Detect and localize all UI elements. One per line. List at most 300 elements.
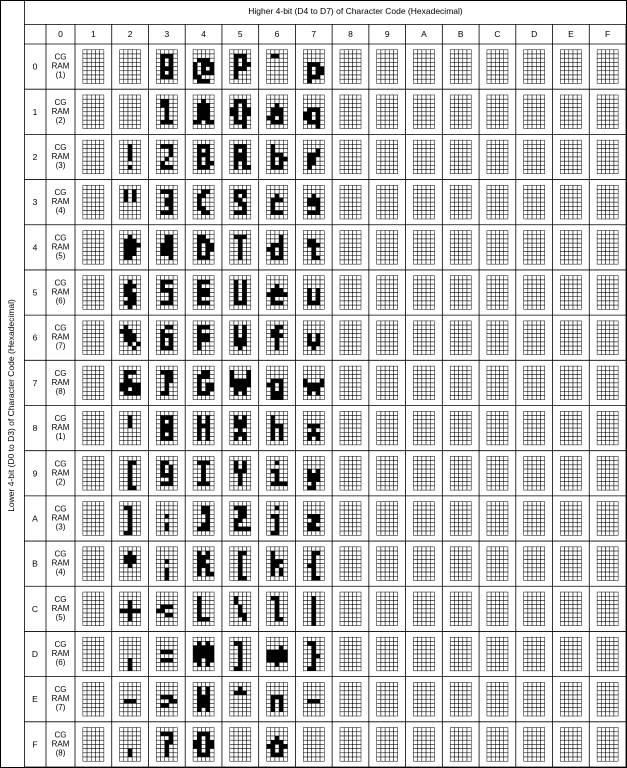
glyph-dot-on [165,572,169,576]
glyph-dot-off [173,708,177,712]
glyph-dot-off [120,346,124,350]
glyph-dot-on [197,387,201,391]
glyph-dot-off [87,153,91,157]
glyph-dot-off [275,510,279,514]
glyph-dot-off [353,58,357,62]
glyph-dot-off [247,482,251,486]
glyph-dot-off [201,572,205,576]
glyph-dot-off [283,211,287,215]
glyph-dot-on [238,54,242,58]
glyph-dot-off [136,112,140,116]
glyph-dot-off [242,486,246,490]
glyph-dot-on [242,617,246,621]
glyph-dot-off [234,441,238,445]
glyph-dot-off [156,420,160,424]
glyph-dot-off [120,613,124,617]
glyph-dot-off [316,547,320,551]
glyph-matrix [120,185,141,219]
glyph-dot-off [316,99,320,103]
glyph-dot-off [95,325,99,329]
glyph-dot-off [247,75,251,79]
glyph-dot-off [283,695,287,699]
glyph-dot-on [279,436,283,440]
glyph-dot-off [348,54,352,58]
glyph-dot-off [234,370,238,374]
glyph-dot-off [95,477,99,481]
glyph-dot-off [100,280,104,284]
glyph-dot-off [230,54,234,58]
glyph-dot-off [279,469,283,473]
glyph-dot-off [267,641,271,645]
glyph-dot-off [173,605,177,609]
glyph-dot-off [83,342,87,346]
glyph-dot-on [275,736,279,740]
glyph-dot-off [95,383,99,387]
glyph-dot-off [230,744,234,748]
glyph-dot-off [156,239,160,243]
glyph-dot-off [120,50,124,54]
glyph-dot-off [87,527,91,531]
glyph-dot-off [353,239,357,243]
glyph-dot-off [316,276,320,280]
glyph-dot-off [242,654,246,658]
glyph-dot-off [279,551,283,555]
glyph-dot-off [312,325,316,329]
glyph-dot-off [320,432,324,436]
glyph-dot-on [307,641,311,645]
glyph-dot-off [206,198,210,202]
glyph-dot-off [165,79,169,83]
glyph-dot-off [136,712,140,716]
glyph-dot-off [247,564,251,568]
glyph-dot-off [120,190,124,194]
glyph-dot-on [271,153,275,157]
glyph-dot-off [210,473,214,477]
glyph-dot-off [95,486,99,490]
glyph-dot-off [344,153,348,157]
glyph-dot-off [307,461,311,465]
glyph-dot-on [169,334,173,338]
glyph-dot-off [357,161,361,165]
glyph-dot-on [206,243,210,247]
glyph-dot-off [173,510,177,514]
glyph-dot-off [124,547,128,551]
glyph-dot-off [91,140,95,144]
glyph-dot-off [230,559,234,563]
glyph-dot-off [173,50,177,54]
glyph-dot-off [173,383,177,387]
glyph-dot-off [87,641,91,645]
glyph-dot-off [95,576,99,580]
glyph-dot-off [234,708,238,712]
glyph-dot-on [124,383,128,387]
glyph-dot-on [169,424,173,428]
glyph-dot-on [320,71,324,75]
glyph-dot-off [124,346,128,350]
glyph-dot-off [307,531,311,535]
glyph-dot-on [128,165,132,169]
glyph-dot-off [91,596,95,600]
glyph-dot-off [267,190,271,194]
glyph-dot-on [283,650,287,654]
glyph-dot-off [132,658,136,662]
glyph-dot-off [316,703,320,707]
glyph-dot-off [100,441,104,445]
glyph-dot-off [242,712,246,716]
glyph-dot-off [95,559,99,563]
glyph-dot-off [283,305,287,309]
glyph-dot-off [283,95,287,99]
glyph-dot-off [234,477,238,481]
glyph-dot-off [267,662,271,666]
glyph-dot-off [87,79,91,83]
glyph-dot-on [238,555,242,559]
glyph-dot-on [279,568,283,572]
glyph-dot-off [275,370,279,374]
glyph-dot-on [206,325,210,329]
glyph-dot-off [283,391,287,395]
glyph-dot-on [238,527,242,531]
column-header: 3 [164,29,170,39]
glyph-dot-off [320,510,324,514]
glyph-dot-off [124,420,128,424]
glyph-dot-off [267,144,271,148]
glyph-dot-on [197,391,201,395]
glyph-dot-off [128,124,132,128]
glyph-dot-on [234,288,238,292]
glyph-dot-off [156,662,160,666]
glyph-dot-off [320,523,324,527]
glyph-dot-off [210,568,214,572]
glyph-dot-off [307,375,311,379]
glyph-dot-off [234,428,238,432]
glyph-matrix [267,140,288,174]
glyph-dot-off [206,276,210,280]
glyph-dot-off [271,510,275,514]
glyph-dot-off [120,325,124,329]
glyph-dot-off [193,276,197,280]
glyph-dot-off [83,740,87,744]
glyph-dot-off [95,596,99,600]
glyph-dot-off [206,346,210,350]
glyph-dot-off [136,71,140,75]
glyph-dot-off [156,99,160,103]
glyph-dot-off [348,62,352,66]
glyph-dot-off [91,753,95,757]
glyph-dot-on [201,325,205,329]
glyph-dot-off [344,211,348,215]
glyph-dot-off [320,301,324,305]
glyph-dot-off [320,609,324,613]
glyph-dot-on [238,662,242,666]
glyph-dot-off [348,50,352,54]
glyph-dot-off [320,293,324,297]
glyph-dot-off [100,658,104,662]
glyph-dot-off [120,424,124,428]
glyph-dot-off [95,149,99,153]
glyph-dot-off [83,99,87,103]
glyph-dot-on [316,383,320,387]
glyph-dot-off [320,260,324,264]
glyph-dot-off [100,613,104,617]
glyph-dot-off [169,391,173,395]
glyph-dot-on [132,346,136,350]
glyph-dot-off [100,695,104,699]
glyph-dot-on [210,646,214,650]
glyph-dot-on [303,379,307,383]
glyph-dot-off [303,621,307,625]
glyph-dot-on [197,415,201,419]
column-header: 5 [237,29,243,39]
glyph-dot-on [238,252,242,256]
glyph-dot-on [197,613,201,617]
glyph-dot-off [279,637,283,641]
glyph-dot-off [312,280,316,284]
glyph-dot-off [91,486,95,490]
glyph-dot-off [279,231,283,235]
glyph-dot-off [120,288,124,292]
glyph-dot-off [91,757,95,761]
glyph-dot-off [242,695,246,699]
glyph-dot-off [279,736,283,740]
glyph-dot-off [87,190,91,194]
glyph-dot-off [156,379,160,383]
glyph-dot-off [95,62,99,66]
glyph-dot-off [91,99,95,103]
glyph-dot-off [344,157,348,161]
glyph-dot-off [193,502,197,506]
glyph-dot-off [156,605,160,609]
glyph-dot-off [320,740,324,744]
glyph-dot-on [267,744,271,748]
glyph-dot-on [206,654,210,658]
glyph-dot-off [267,350,271,354]
glyph-dot-on [128,342,132,346]
glyph-dot-off [283,280,287,284]
glyph-dot-on [238,641,242,645]
glyph-dot-off [87,99,91,103]
glyph-dot-on [238,239,242,243]
glyph-dot-off [340,161,344,165]
glyph-dot-off [303,288,307,292]
glyph-dot-off [316,736,320,740]
glyph-dot-off [124,170,128,174]
glyph-dot-off [136,621,140,625]
glyph-dot-off [95,527,99,531]
glyph-dot-on [312,194,316,198]
glyph-dot-off [316,366,320,370]
glyph-dot-off [83,469,87,473]
glyph-dot-on [206,211,210,215]
glyph-dot-off [238,194,242,198]
glyph-dot-off [206,605,210,609]
glyph-dot-on [169,194,173,198]
row-header: 6 [32,332,38,343]
glyph-dot-off [193,564,197,568]
glyph-dot-off [161,523,165,527]
glyph-dot-off [124,50,128,54]
glyph-dot-on [316,112,320,116]
glyph-dot-off [303,646,307,650]
glyph-dot-on [312,617,316,621]
glyph-dot-off [95,461,99,465]
glyph-dot-on [169,338,173,342]
glyph-dot-off [316,757,320,761]
glyph-dot-off [169,284,173,288]
glyph-dot-off [128,71,132,75]
glyph-dot-on [206,436,210,440]
cgram-label: (2) [55,115,66,125]
glyph-dot-off [173,370,177,374]
glyph-dot-off [320,235,324,239]
glyph-dot-off [100,366,104,370]
glyph-dot-off [100,256,104,260]
glyph-dot-off [100,667,104,671]
glyph-dot-off [312,506,316,510]
glyph-dot-off [132,572,136,576]
glyph-dot-on [234,641,238,645]
glyph-dot-off [320,712,324,716]
glyph-dot-on [234,461,238,465]
glyph-dot-off [100,424,104,428]
glyph-dot-off [307,124,311,128]
glyph-dot-on [267,658,271,662]
glyph-dot-off [124,744,128,748]
glyph-dot-on [234,190,238,194]
glyph-dot-on [247,379,251,383]
glyph-dot-off [307,256,311,260]
glyph-dot-off [283,605,287,609]
glyph-dot-on [307,391,311,395]
glyph-dot-off [271,441,275,445]
glyph-dot-off [173,469,177,473]
glyph-dot-off [303,641,307,645]
glyph-dot-off [87,646,91,650]
column-headers [58,29,610,39]
glyph-dot-on [307,424,311,428]
glyph-dot-off [316,641,320,645]
glyph-dot-off [210,329,214,333]
glyph-dot-off [283,288,287,292]
glyph-dot-on [201,58,205,62]
glyph-dot-off [124,732,128,736]
glyph-dot-off [87,247,91,251]
glyph-matrix [303,547,324,581]
glyph-dot-on [307,383,311,387]
glyph-dot-off [156,157,160,161]
glyph-dot-off [279,502,283,506]
glyph-dot-on [234,62,238,66]
glyph-dot-off [234,559,238,563]
glyph-dot-off [267,596,271,600]
glyph-dot-off [210,757,214,761]
glyph-dot-on [230,370,234,374]
glyph-dot-off [320,280,324,284]
glyph-dot-off [279,486,283,490]
glyph-dot-off [91,58,95,62]
glyph-dot-off [173,732,177,736]
glyph-dot-on [132,293,136,297]
glyph-dot-off [165,161,169,165]
glyph-dot-off [169,592,173,596]
glyph-dot-off [316,161,320,165]
glyph-dot-off [193,749,197,753]
glyph-dot-on [275,662,279,666]
glyph-dot-on [201,703,205,707]
glyph-dot-on [161,482,165,486]
glyph-dot-off [91,641,95,645]
glyph-dot-off [340,112,344,116]
glyph-dot-off [316,506,320,510]
glyph-dot-off [320,559,324,563]
glyph-dot-on [267,383,271,387]
glyph-dot-on [132,383,136,387]
glyph-dot-off [100,482,104,486]
glyph-dot-off [156,749,160,753]
glyph-dot-on [206,288,210,292]
glyph-dot-off [247,149,251,153]
glyph-dot-off [267,523,271,527]
glyph-dot-off [210,596,214,600]
glyph-dot-off [165,637,169,641]
glyph-dot-on [307,153,311,157]
glyph-dot-off [124,99,128,103]
glyph-dot-off [193,637,197,641]
glyph-dot-on [206,527,210,531]
glyph-dot-off [193,288,197,292]
glyph-dot-off [307,592,311,596]
glyph-dot-off [165,456,169,460]
glyph-dot-off [128,50,132,54]
glyph-dot-off [87,284,91,288]
glyph-dot-off [128,108,132,112]
glyph-dot-off [320,592,324,596]
glyph-dot-off [275,116,279,120]
glyph-dot-on [271,108,275,112]
glyph-dot-off [238,682,242,686]
glyph-dot-on [128,477,132,481]
glyph-dot-off [312,185,316,189]
glyph-dot-off [100,415,104,419]
glyph-dot-off [173,190,177,194]
glyph-dot-on [206,103,210,107]
glyph-dot-off [234,79,238,83]
glyph-dot-on [210,67,214,71]
glyph-dot-off [95,202,99,206]
glyph-dot-off [173,572,177,576]
glyph-dot-off [242,600,246,604]
glyph-dot-off [303,387,307,391]
glyph-dot-off [136,161,140,165]
glyph-dot-off [169,366,173,370]
glyph-dot-off [156,95,160,99]
glyph-dot-on [201,103,205,107]
glyph-matrix [156,682,177,716]
glyph-dot-off [136,198,140,202]
glyph-dot-off [238,411,242,415]
glyph-matrix [303,592,324,626]
glyph-dot-off [234,305,238,309]
glyph-dot-off [165,432,169,436]
glyph-dot-on [128,235,132,239]
glyph-dot-off [173,334,177,338]
glyph-dot-off [132,161,136,165]
glyph-dot-off [156,124,160,128]
glyph-dot-off [193,420,197,424]
glyph-dot-on [193,650,197,654]
glyph-dot-off [193,321,197,325]
glyph-dot-off [156,753,160,757]
